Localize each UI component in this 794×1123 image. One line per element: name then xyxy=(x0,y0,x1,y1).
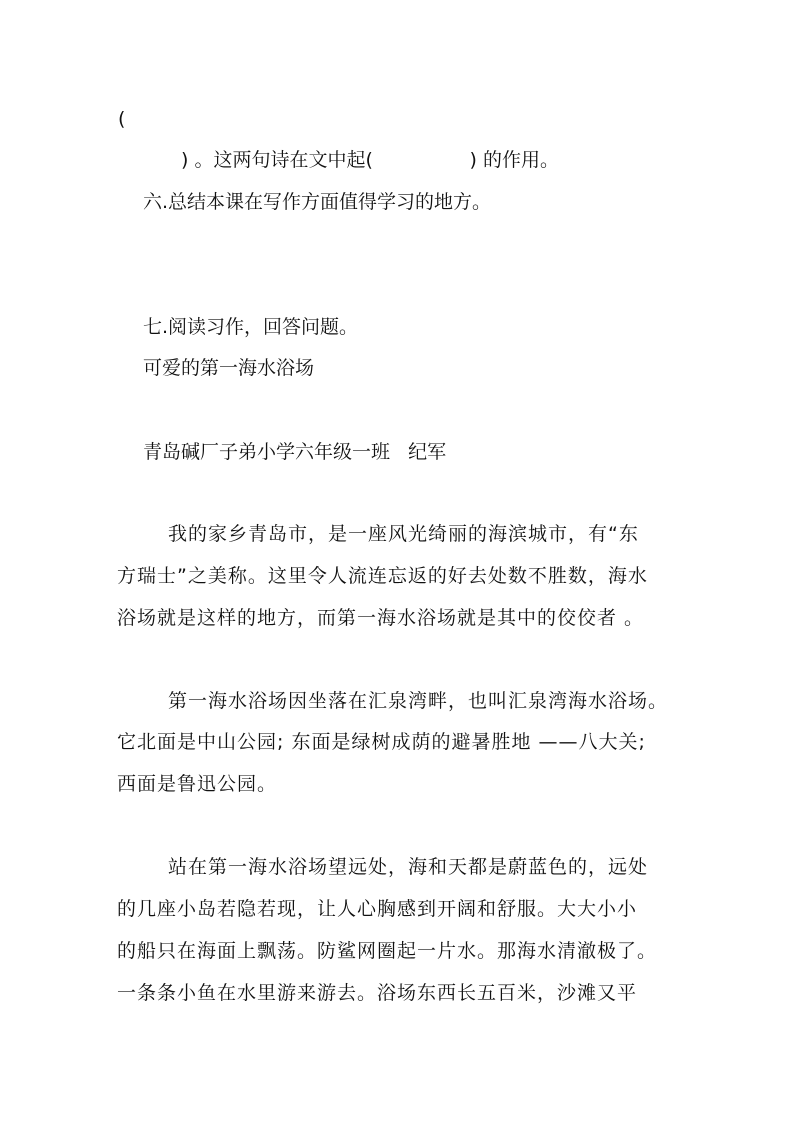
text-line-paren-open: ( xyxy=(118,108,126,130)
paragraph-3-line-2: 的几座小岛若隐若现，让人心胸感到开阔和舒服。大大小小 xyxy=(117,898,638,920)
paragraph-1-line-3: 浴场就是这样的地方，而第一海水浴场就是其中的佼佼者 。 xyxy=(117,607,645,629)
essay-author: 青岛碱厂子弟小学六年级一班 纪军 xyxy=(143,441,447,463)
paragraph-3-line-1: 站在第一海水浴场望远处，海和天都是蔚蓝色的，远处 xyxy=(168,856,649,878)
text-line-poem-function: ) 。这两句诗在文中起( ) 的作用。 xyxy=(181,149,559,171)
paragraph-1-line-1: 我的家乡青岛市，是一座风光绮丽的海滨城市，有“东 xyxy=(168,523,639,545)
essay-title: 可爱的第一海水浴场 xyxy=(143,357,315,379)
paragraph-3-line-3: 的船只在海面上飘荡。防鲨网圈起一片水。那海水清澈极了。 xyxy=(117,940,658,962)
paragraph-1-line-2: 方瑞士”之美称。这里令人流连忘返的好去处数不胜数，海水 xyxy=(117,565,648,587)
question-seven: 七.阅读习作，回答问题。 xyxy=(143,316,359,338)
question-six: 六.总结本课在写作方面值得学习的地方。 xyxy=(143,191,492,213)
paragraph-3-line-4: 一条条小鱼在水里游来游去。浴场东西长五百米，沙滩又平 xyxy=(117,982,638,1004)
paragraph-2-line-1: 第一海水浴场因坐落在汇泉湾畔，也叫汇泉湾海水浴场。 xyxy=(168,690,669,712)
paragraph-2-line-3: 西面是鲁迅公园。 xyxy=(117,773,278,795)
paragraph-2-line-2: 它北面是中山公园; 东面是绿树成荫的避暑胜地 ——八大关; xyxy=(117,731,646,753)
